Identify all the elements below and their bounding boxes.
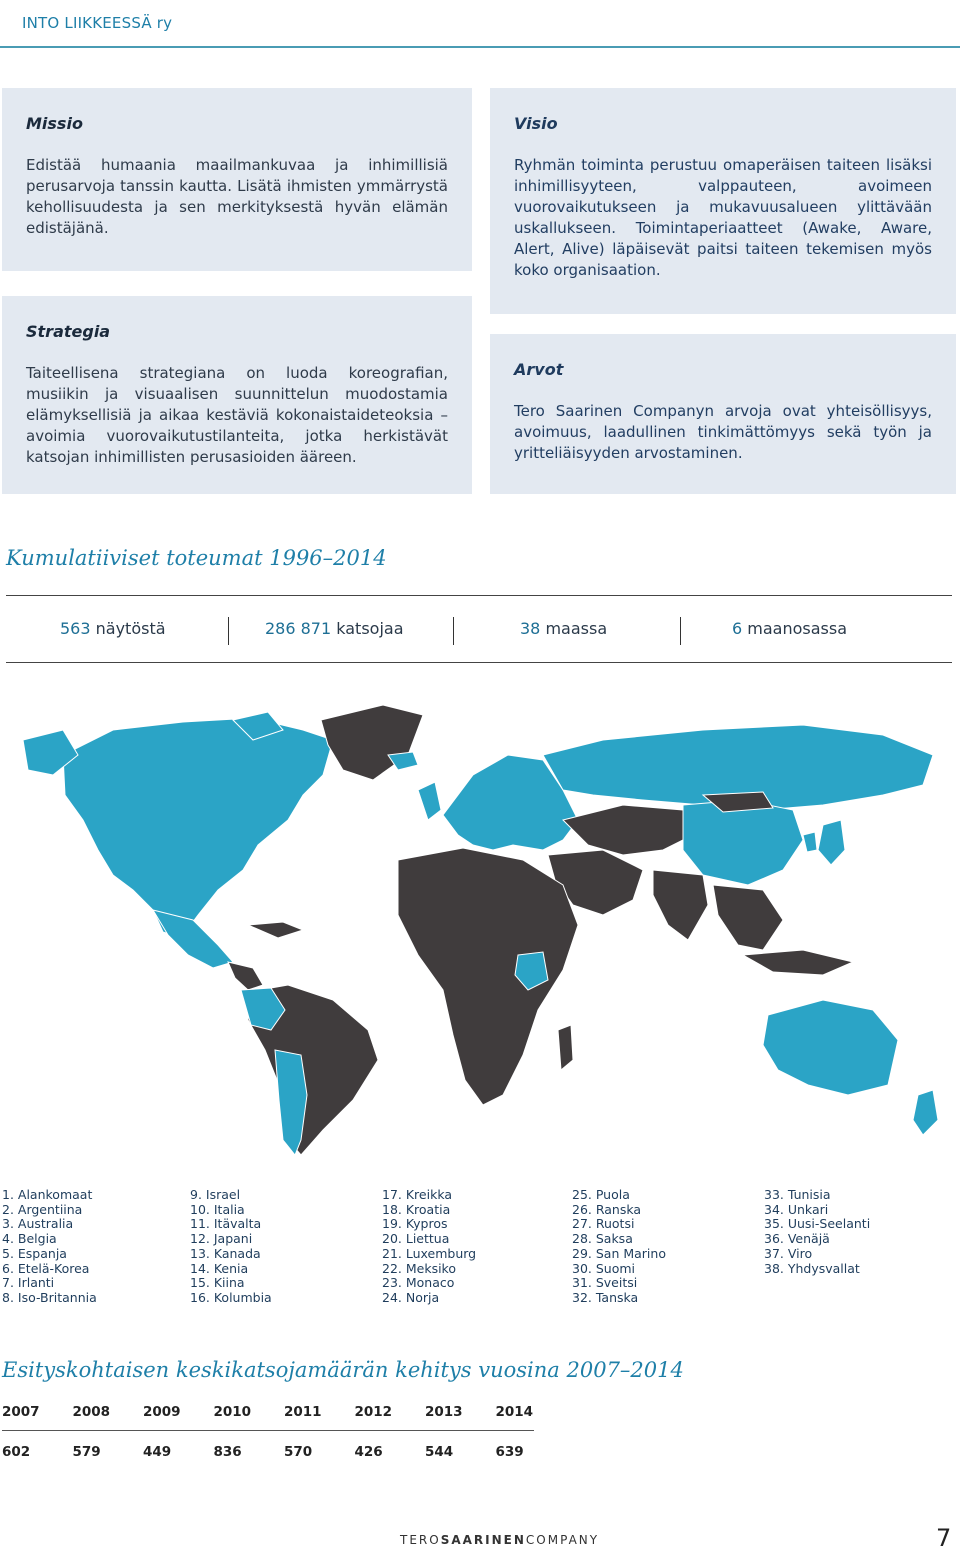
arvot-title: Arvot [514, 360, 564, 379]
value-cell: 639 [495, 1444, 524, 1460]
stat-performances [60, 619, 166, 638]
country-list-item: 5. Espanja [2, 1245, 67, 1261]
caribbean-shape [248, 922, 303, 938]
country-list-col-1 [2, 1188, 97, 1306]
arvot-box [490, 334, 956, 494]
country-list-item: 26. Ranska [572, 1201, 642, 1217]
africa-shape [398, 848, 578, 1105]
year-cell: 2013 [425, 1404, 463, 1420]
country-list-item: 1. Alankomaat [2, 1187, 93, 1202]
country-list-item: 16. Kolumbia [190, 1289, 272, 1305]
year-cell: 2012 [354, 1404, 393, 1420]
missio-box [2, 88, 472, 271]
value-cell: 426 [354, 1444, 383, 1460]
country-list-item: 19. Kypros [382, 1216, 448, 1232]
value-cell: 602 [2, 1444, 31, 1460]
southeast-asia-shape [713, 885, 783, 950]
strategia-text: Taiteellisena strategiana on luoda koreografian, musiikin ja visuaalisen suunnittelun muodostamia elämyksellisiä ja aikaa kestäviä kokonaistaideteoksia – avoimia vuorovaikutustilanteita, jotka herkistävät katsojan inhimillisten perusasioiden ääreen. [26, 364, 448, 466]
cumulative-title: Kumulatiiviset toteumat 1996–2014 [6, 546, 387, 570]
india-shape [653, 870, 708, 940]
country-list-item: 35. Uusi-Seelanti [764, 1216, 871, 1232]
country-list-col-5 [764, 1188, 870, 1276]
country-list-item: 27. Ruotsi [572, 1216, 635, 1232]
country-list-item: 23. Monaco [382, 1275, 455, 1291]
visio-title: Visio [514, 114, 558, 133]
japan-shape [818, 820, 845, 865]
country-list-item: 30. Suomi [572, 1260, 636, 1276]
country-list-item: 25. Puola [572, 1187, 630, 1202]
year-cell: 2014 [495, 1404, 534, 1420]
madagascar-shape [558, 1025, 573, 1070]
country-list-item: 13. Kanada [190, 1245, 261, 1261]
australia-shape [763, 1000, 898, 1095]
country-list-item: 3. Australia [2, 1216, 74, 1232]
year-cell: 2011 [284, 1404, 322, 1420]
country-list-item: 38. Yhdysvallat [764, 1260, 860, 1276]
stat-value: 6 [732, 619, 743, 638]
value-cell: 449 [143, 1444, 172, 1460]
stat-label: maassa [545, 619, 608, 638]
country-list-item: 12. Japani [190, 1231, 253, 1247]
strategia-box [2, 296, 472, 494]
stat-continents [732, 619, 847, 638]
korea-shape [803, 832, 817, 852]
stat-value: 38 [520, 619, 541, 638]
greenland-shape [321, 705, 423, 780]
new-zealand-shape [913, 1090, 938, 1135]
arvot-text: Tero Saarinen Companyn arvoja ovat yhteisöllisyys, avoimuus, laadullinen tinkimättömyys sekä työn ja yritteliäisyyden arvostaminen. [514, 402, 932, 462]
country-list-item: 33. Tunisia [764, 1187, 831, 1202]
country-list-col-4 [572, 1188, 666, 1306]
country-list-item: 17. Kreikka [382, 1187, 452, 1202]
page-number: 7 [936, 1524, 952, 1547]
value-cell: 570 [284, 1444, 313, 1460]
average-title: Esityskohtaisen keskikatsojamäärän kehitys vuosina 2007–2014 [2, 1358, 684, 1382]
brand-part: COMPANY [525, 1533, 600, 1547]
north-america-shape [63, 718, 333, 938]
value-cell: 579 [72, 1444, 101, 1460]
country-list-item: 2. Argentiina [2, 1201, 83, 1217]
stat-divider [453, 617, 454, 645]
country-list-item: 10. Italia [190, 1201, 245, 1217]
country-list-item: 20. Liettua [382, 1231, 450, 1247]
brand-logo [400, 1533, 599, 1547]
country-list-item: 34. Unkari [764, 1201, 829, 1217]
country-list-item: 21. Luxemburg [382, 1245, 477, 1261]
value-cell: 544 [425, 1444, 454, 1460]
country-list-item: 22. Meksiko [382, 1260, 456, 1276]
iceland-shape [388, 752, 418, 770]
country-list-item: 14. Kenia [190, 1260, 249, 1276]
missio-title: Missio [26, 114, 83, 133]
country-list-item: 28. Saksa [572, 1231, 633, 1247]
stats-top-rule [6, 595, 952, 596]
country-list-item: 29. San Marino [572, 1245, 666, 1261]
value-cell: 836 [213, 1444, 242, 1460]
country-list-col-2 [190, 1188, 272, 1306]
country-list-col-3 [382, 1188, 476, 1306]
country-list-item: 11. Itävalta [190, 1216, 262, 1232]
brand-part: TERO [400, 1533, 441, 1547]
stat-label: maanosassa [747, 619, 848, 638]
central-asia-shape [563, 805, 693, 855]
country-list-item: 4. Belgia [2, 1231, 57, 1247]
country-list-item: 18. Kroatia [382, 1201, 451, 1217]
stat-value: 563 [60, 619, 91, 638]
year-cell: 2009 [143, 1404, 181, 1420]
world-map [3, 700, 957, 1157]
country-list-item: 36. Venäjä [764, 1231, 830, 1247]
uk-shape [418, 782, 441, 820]
stat-divider [228, 617, 229, 645]
country-list-item: 9. Israel [190, 1187, 241, 1202]
stat-divider [680, 617, 681, 645]
stats-bottom-rule [6, 662, 952, 663]
org-name: INTO LIIKKEESSÄ ry [22, 14, 173, 32]
strategia-title: Strategia [26, 322, 111, 341]
country-list-item: 8. Iso-Britannia [2, 1289, 97, 1305]
year-cell: 2008 [72, 1404, 111, 1420]
country-list-item: 31. Sveitsi [572, 1275, 638, 1291]
country-list-item: 24. Norja [382, 1289, 440, 1305]
missio-text: Edistää humaania maailmankuvaa ja inhimillisiä perusarvoja tanssin kautta. Lisätä ihmisten ymmärrystä kehollisuudesta ja sen merkityksestä hyvän elämän edistäjänä. [26, 156, 448, 237]
country-list-item: 15. Kiina [190, 1275, 245, 1291]
country-list-item: 6. Etelä-Korea [2, 1260, 90, 1276]
stat-audience [265, 619, 404, 638]
visio-box [490, 88, 956, 314]
stat-label: näytöstä [95, 619, 166, 638]
country-list-item: 7. Irlanti [2, 1275, 55, 1291]
stat-label: katsojaa [336, 619, 404, 638]
visio-text: Ryhmän toiminta perustuu omaperäisen taiteen lisäksi inhimillisyyteen, valppauteen, avoimeen vuorovaikutukseen ja mukavuusalueen ylittävään uskallukseen. Toimintaperiaatteet (Awake, Aware, Alert, Alive) läpäisevät paitsi taiteen tekemisen myös koko organisaation. [514, 156, 932, 279]
china-shape [683, 800, 803, 885]
average-table-rule [2, 1430, 534, 1431]
stat-value: 286 871 [265, 619, 332, 638]
year-cell: 2007 [2, 1404, 40, 1420]
stat-countries [520, 619, 607, 638]
indonesia-shape [743, 950, 853, 975]
country-list-item: 32. Tanska [572, 1289, 639, 1305]
year-cell: 2010 [213, 1404, 252, 1420]
brand-part-bold: SAARINEN [440, 1533, 526, 1547]
country-list-item: 37. Viro [764, 1245, 813, 1261]
central-america-shape [228, 962, 263, 990]
